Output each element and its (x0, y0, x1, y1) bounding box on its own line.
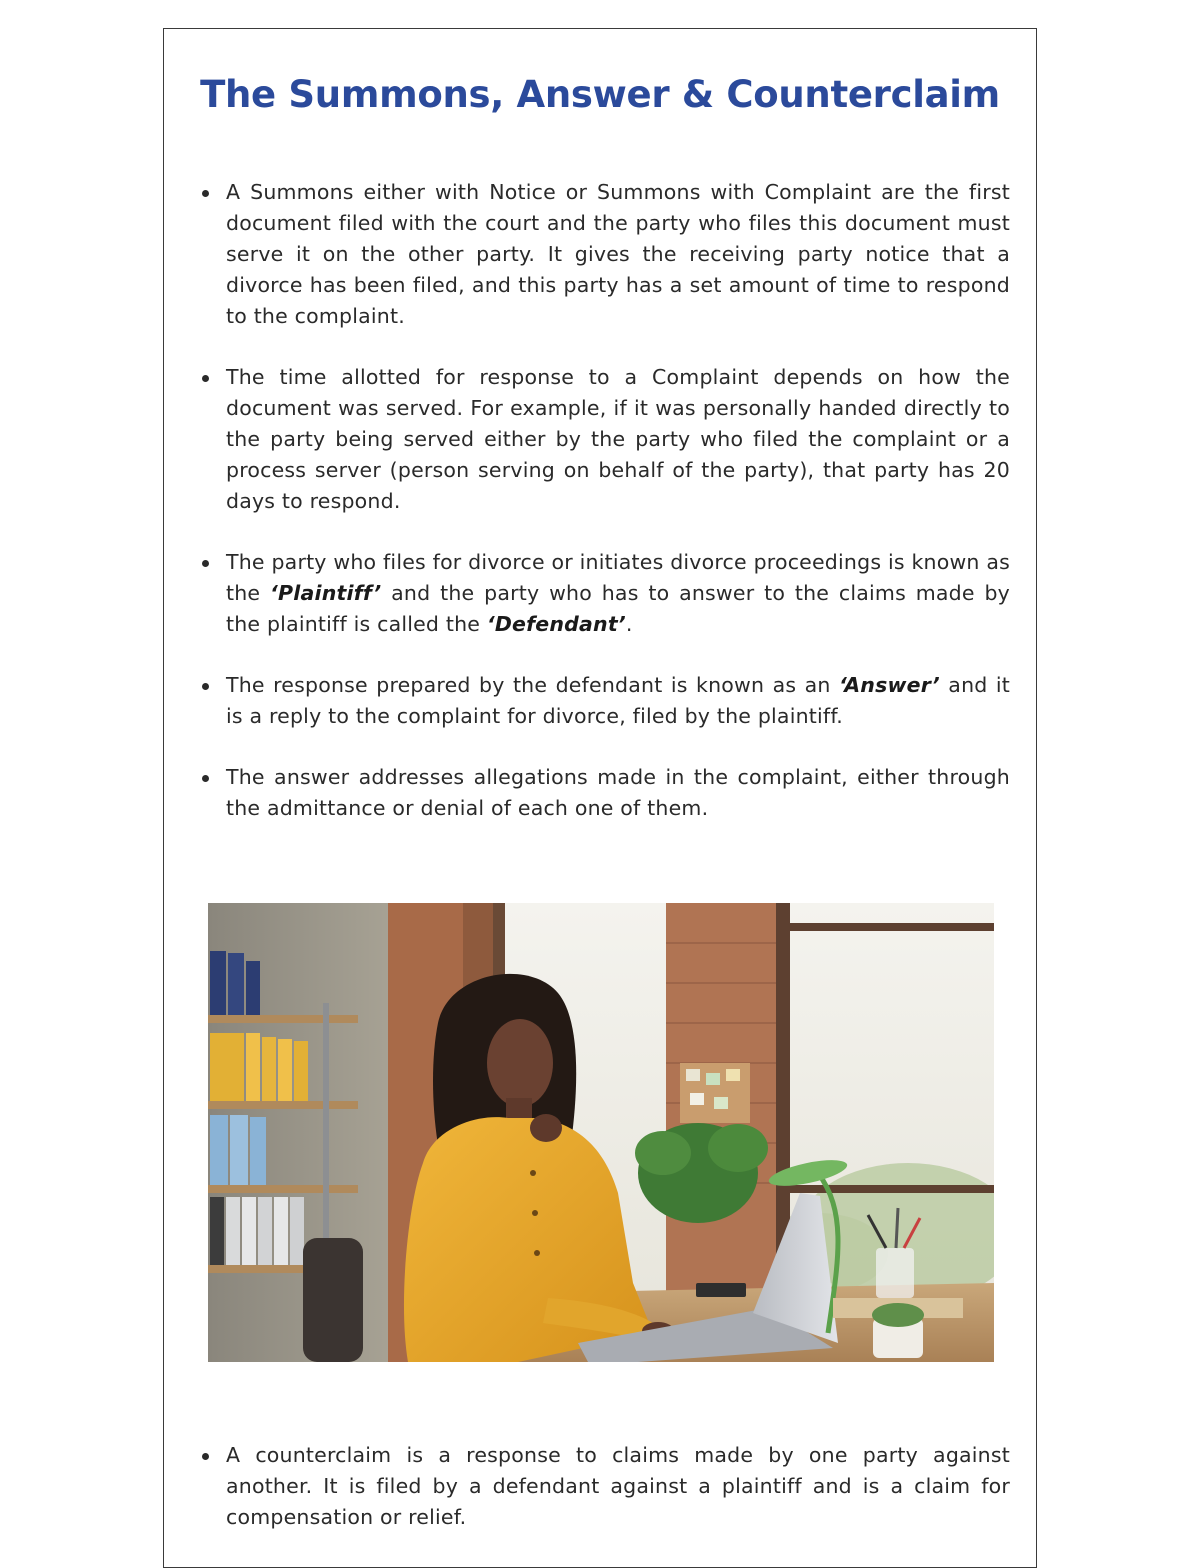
defined-term: ‘Answer’ (838, 673, 940, 697)
document-page (163, 28, 1037, 1568)
bullet-list-top (200, 177, 1010, 854)
bullet-text: . (625, 612, 633, 636)
bullet-text: A Summons either with Notice or Summons with Complaint are the first document filed with the court and the party who files this document must serve it on the other party. It gives the receiving party notice that a divorce has been filed, and this party has a set amount of time to respond to the complaint. (226, 180, 1010, 328)
page-title: The Summons, Answer & Counterclaim (200, 73, 1000, 116)
bullet-text: The party who files for divorce or initiates divorce proceedings is known as the (226, 550, 1010, 605)
bullet-item (200, 362, 1010, 517)
bullet-text: The response prepared by the defendant is known as an (226, 673, 839, 697)
bullet-text: The answer addresses allegations made in the complaint, either through the admittance or denial of each one of them. (226, 765, 1010, 820)
bullet-item (200, 547, 1010, 640)
bullet-item (200, 670, 1010, 732)
bullet-text: The time allotted for response to a Complaint depends on how the document was served. For example, if it was personally handed directly to the party being served either by the party who filed the complaint or a process server (person serving on behalf of the party), that party has 20 days to respond. (226, 365, 1010, 513)
bullet-dot-icon (202, 375, 209, 382)
bullet-dot-icon (202, 775, 209, 782)
bullet-item (200, 1440, 1010, 1533)
bullet-dot-icon (202, 560, 209, 567)
bullet-item (200, 177, 1010, 332)
office-photo (208, 903, 994, 1362)
bullet-item (200, 762, 1010, 824)
bullet-text: A counterclaim is a response to claims made by one party against another. It is filed by a defendant against a plaintiff and is a claim for compensation or relief. (226, 1443, 1010, 1529)
bullet-list-bottom (200, 1440, 1010, 1563)
defined-term: ‘Plaintiff’ (270, 581, 382, 605)
bullet-dot-icon (202, 190, 209, 197)
defined-term: ‘Defendant’ (486, 612, 626, 636)
bullet-text: and it is a reply to the complaint for divorce, filed by the plaintiff. (226, 673, 1010, 728)
bullet-dot-icon (202, 683, 209, 690)
bullet-text: and the party who has to answer to the claims made by the plaintiff is called the (226, 581, 1011, 636)
bullet-dot-icon (202, 1453, 209, 1460)
